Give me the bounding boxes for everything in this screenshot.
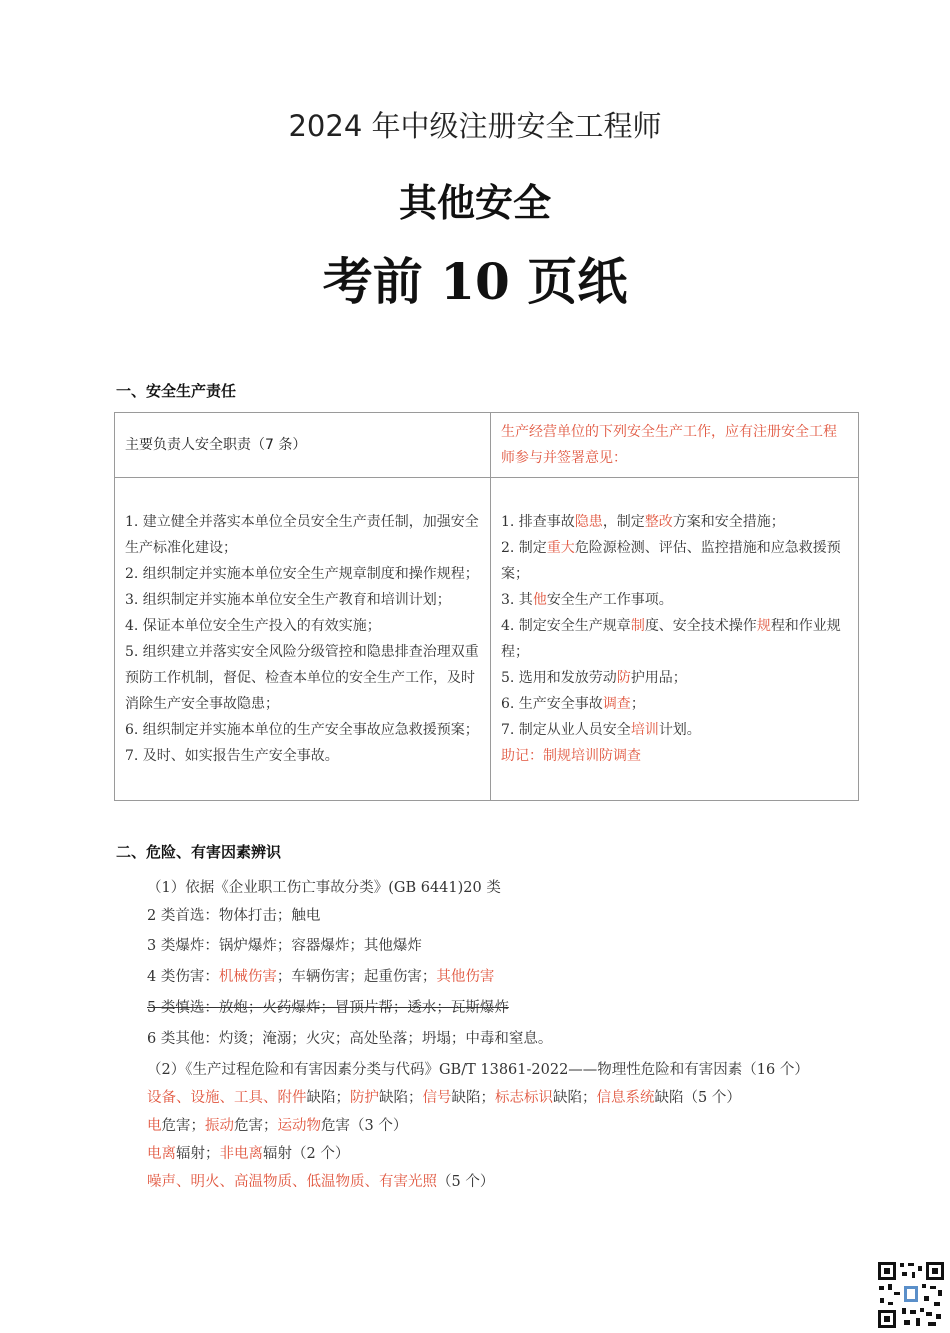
class-5-line: 5 类慎选：放炮；火药爆炸；冒顶片帮；透水；瓦斯爆炸 xyxy=(147,1000,509,1016)
right-item-keyword: 防 xyxy=(616,670,631,686)
line-text: 缺陷（5 个） xyxy=(654,1090,741,1106)
class-3-line: 3 类爆炸：锅炉爆炸；容器爆炸；其他爆炸 xyxy=(147,938,422,954)
left-item: 1. 建立健全并落实本单位全员安全生产责任制，加强安全生产标准化建设； xyxy=(125,514,479,556)
left-duties-cell xyxy=(115,478,491,801)
class-6-line: 6 类其他：灼烫；淹溺；火灾；高处坠落；坍塌；中毒和窒息。 xyxy=(147,1031,553,1047)
right-header-text: 生产经营单位的下列安全生产工作，应有注册安全工程师参与并签署意见： xyxy=(501,424,837,466)
line-keyword: 电 xyxy=(147,1118,162,1134)
right-item-keyword: 制 xyxy=(630,618,645,634)
right-item-text: 3. 其 xyxy=(501,592,533,608)
right-item-keyword: 整改 xyxy=(644,514,673,530)
right-item-keyword: 他 xyxy=(532,592,547,608)
line-text: 危害； xyxy=(234,1118,278,1134)
line-keyword: 防护 xyxy=(350,1090,379,1106)
line-text: 危害（3 个） xyxy=(321,1118,408,1134)
gbt-13861-intro: （2）《生产过程危险和有害因素分类与代码》GB/T 13861-2022——物理性危险和有害因素（16 个） xyxy=(147,1062,809,1078)
document-title: 其他安全 xyxy=(398,181,551,225)
line-text: 辐射； xyxy=(176,1146,220,1162)
line-text: 4 类伤害： xyxy=(147,969,219,985)
right-item xyxy=(501,613,848,665)
table-header-left xyxy=(115,413,491,478)
line-keyword: 信息系统 xyxy=(596,1090,655,1106)
right-item-text: 护用品； xyxy=(630,670,687,686)
line-keyword: 标志标识 xyxy=(495,1090,553,1106)
right-item-text: 计划。 xyxy=(658,722,701,738)
line-keyword: 振动 xyxy=(205,1118,234,1134)
right-item xyxy=(501,587,848,613)
line-keyword: 信号 xyxy=(422,1090,452,1106)
class-2-line: 2 类首选：物体打击；触电 xyxy=(147,908,321,924)
line-keyword: 设备、设施、工具、附件 xyxy=(147,1090,307,1106)
section1-heading: 一、安全生产责任 xyxy=(116,382,237,400)
line-text: 辐射（2 个） xyxy=(263,1146,350,1162)
qr-code-icon xyxy=(876,1260,946,1330)
line-keyword: 机械伤害 xyxy=(218,969,277,985)
right-item xyxy=(501,665,848,691)
left-header-text: 主要负责人安全职责（7 条） xyxy=(125,437,307,453)
document-main-title: 考前 10 页纸 xyxy=(322,252,628,311)
line-text: 缺陷； xyxy=(306,1090,350,1106)
line-keyword: 电离 xyxy=(147,1146,176,1162)
left-item: 2. 组织制定并实施本单位安全生产规章制度和操作规程； xyxy=(125,566,479,582)
right-item-keyword: 调查 xyxy=(602,696,631,712)
right-item-keyword: 重大 xyxy=(546,540,575,556)
section2-heading: 二、危险、有害因素辨识 xyxy=(116,843,282,861)
right-item-text: 2. 制定 xyxy=(501,540,547,556)
accident-class-intro: （1）依据《企业职工伤亡事故分类》(GB 6441)20 类 xyxy=(147,880,501,896)
right-item-text: 6. 生产安全事故 xyxy=(501,696,603,712)
other-physical-line xyxy=(147,1170,494,1191)
left-item: 7. 及时、如实报告生产安全事故。 xyxy=(125,748,339,764)
right-item-keyword: 规 xyxy=(756,618,771,634)
radiation-line xyxy=(147,1142,349,1163)
line-text: ；车辆伤害；起重伤害； xyxy=(276,969,437,985)
right-item-text: 4. 制定安全生产规章 xyxy=(501,618,631,634)
line-keyword: 其他伤害 xyxy=(436,969,495,985)
left-item: 4. 保证本单位安全生产投入的有效实施； xyxy=(125,618,381,634)
right-item-text: 程和作业规程； xyxy=(501,618,841,660)
left-item: 5. 组织建立并落实安全风险分级管控和隐患排查治理双重预防工作机制，督促、检查本单位的安全生产工作，及时消除生产安全事故隐患； xyxy=(125,644,479,712)
mnemonic: 助记：制规培训防调查 xyxy=(501,748,641,764)
defect-factors-line xyxy=(147,1086,741,1107)
right-item-text: ； xyxy=(630,696,645,712)
table-header-right xyxy=(491,413,859,478)
left-item: 3. 组织制定并实施本单位安全生产教育和培训计划； xyxy=(125,592,451,608)
right-item-text: 5. 选用和发放劳动 xyxy=(501,670,617,686)
right-item-text: ，制定 xyxy=(602,514,645,530)
right-item-text: 危险源检测、评估、监控措施和应急救援预案； xyxy=(501,540,841,582)
right-item-text: 方案和安全措施； xyxy=(672,514,785,530)
class-4-line xyxy=(147,965,494,986)
right-item xyxy=(501,535,848,587)
hazard-factors-line xyxy=(147,1114,407,1135)
line-keyword: 噪声、明火、高温物质、低温物质、有害光照 xyxy=(147,1174,437,1190)
line-text: 缺陷； xyxy=(553,1090,597,1106)
line-text: （5 个） xyxy=(437,1174,495,1190)
line-keyword: 运动物 xyxy=(277,1118,321,1134)
right-item xyxy=(501,717,848,743)
right-item xyxy=(501,691,848,717)
right-item-keyword: 隐患 xyxy=(574,514,603,530)
right-item-text: 度、安全技术操作 xyxy=(644,618,757,634)
line-text: 缺陷； xyxy=(451,1090,495,1106)
line-text: 危害； xyxy=(161,1118,205,1134)
responsibility-table xyxy=(114,412,859,801)
left-item: 6. 组织制定并实施本单位的生产安全事故应急救援预案； xyxy=(125,722,479,738)
right-item-text: 1. 排查事故 xyxy=(501,514,575,530)
document-subtitle: 2024 年中级注册安全工程师 xyxy=(288,109,662,143)
line-keyword: 非电离 xyxy=(219,1146,263,1162)
right-item-text: 安全生产工作事项。 xyxy=(546,592,673,608)
right-item xyxy=(501,509,848,535)
line-text: 缺陷； xyxy=(379,1090,423,1106)
right-item-keyword: 培训 xyxy=(630,722,659,738)
right-item-text: 7. 制定从业人员安全 xyxy=(501,722,631,738)
right-items-cell xyxy=(491,478,859,801)
